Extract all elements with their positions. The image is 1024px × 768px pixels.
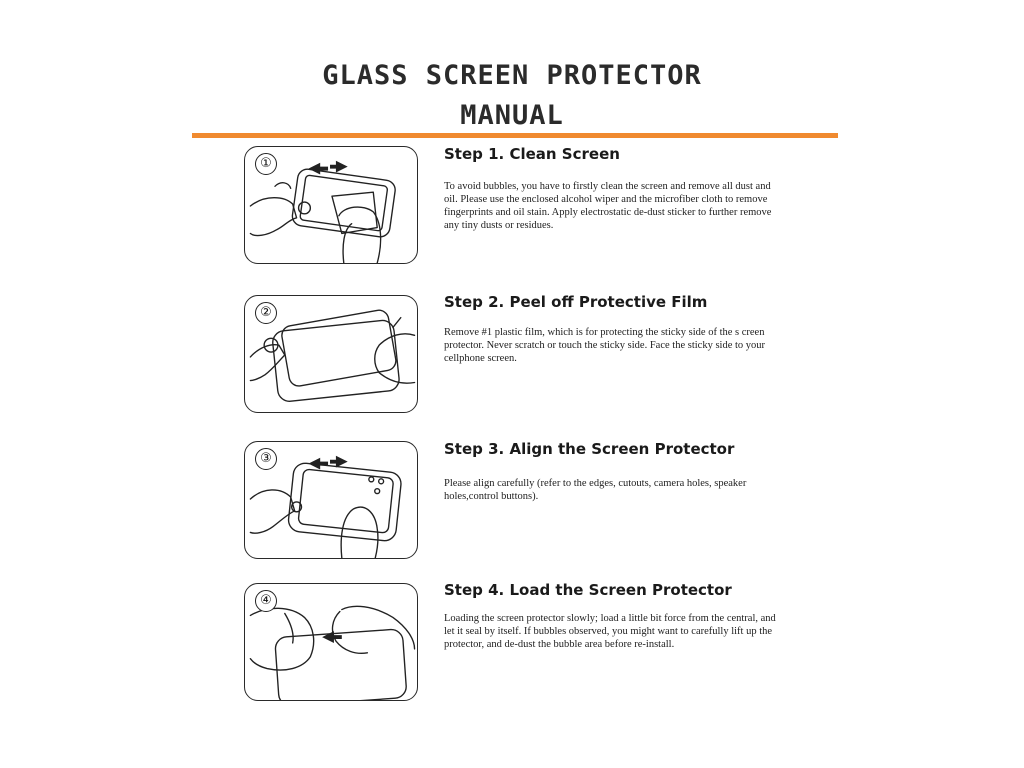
step-4-title: Step 4. Load the Screen Protector [444, 581, 732, 599]
step-3-body: Please align carefully (refer to the edges, cutouts, camera holes, speaker holes,control buttons). [444, 478, 747, 502]
step-1-body: To avoid bubbles, you have to firstly clean the screen and remove all dust and oil. Please use the enclosed alcohol wiper and the microfiber cloth to remove fingerprints and oil stain. Apply electrostatic de-dust sticker to further remove any tiny dusts or residues. [444, 181, 772, 231]
step-4-number: ④ [255, 590, 277, 612]
step-2-number: ② [255, 302, 277, 324]
step-1-number: ① [255, 153, 277, 175]
step-4-body: Loading the screen protector slowly; load a little bit force from the central, and let it seal by itself. If bubbles observed, you might want to carefully lift up the protector, and de-dust the bubble area before re-install. [444, 613, 776, 650]
step-2-illustration [244, 295, 418, 413]
step-4-illustration [244, 583, 418, 701]
step-1-title: Step 1. Clean Screen [444, 145, 620, 163]
step-2-title: Step 2. Peel off Protective Film [444, 293, 708, 311]
step-1-illustration [244, 146, 418, 264]
step-3-title: Step 3. Align the Screen Protector [444, 440, 735, 458]
manual-title-line1: GLASS SCREEN PROTECTOR [322, 60, 702, 91]
step-2-body: Remove #1 plastic film, which is for protecting the sticky side of the s creen protector. Never scratch or touch the sticky side. Face the sticky side to your cellphone screen. [444, 327, 766, 364]
step-3-illustration [244, 441, 418, 559]
orange-divider [192, 133, 838, 138]
step-3-number: ③ [255, 448, 277, 470]
manual-title-line2: MANUAL [460, 100, 564, 131]
